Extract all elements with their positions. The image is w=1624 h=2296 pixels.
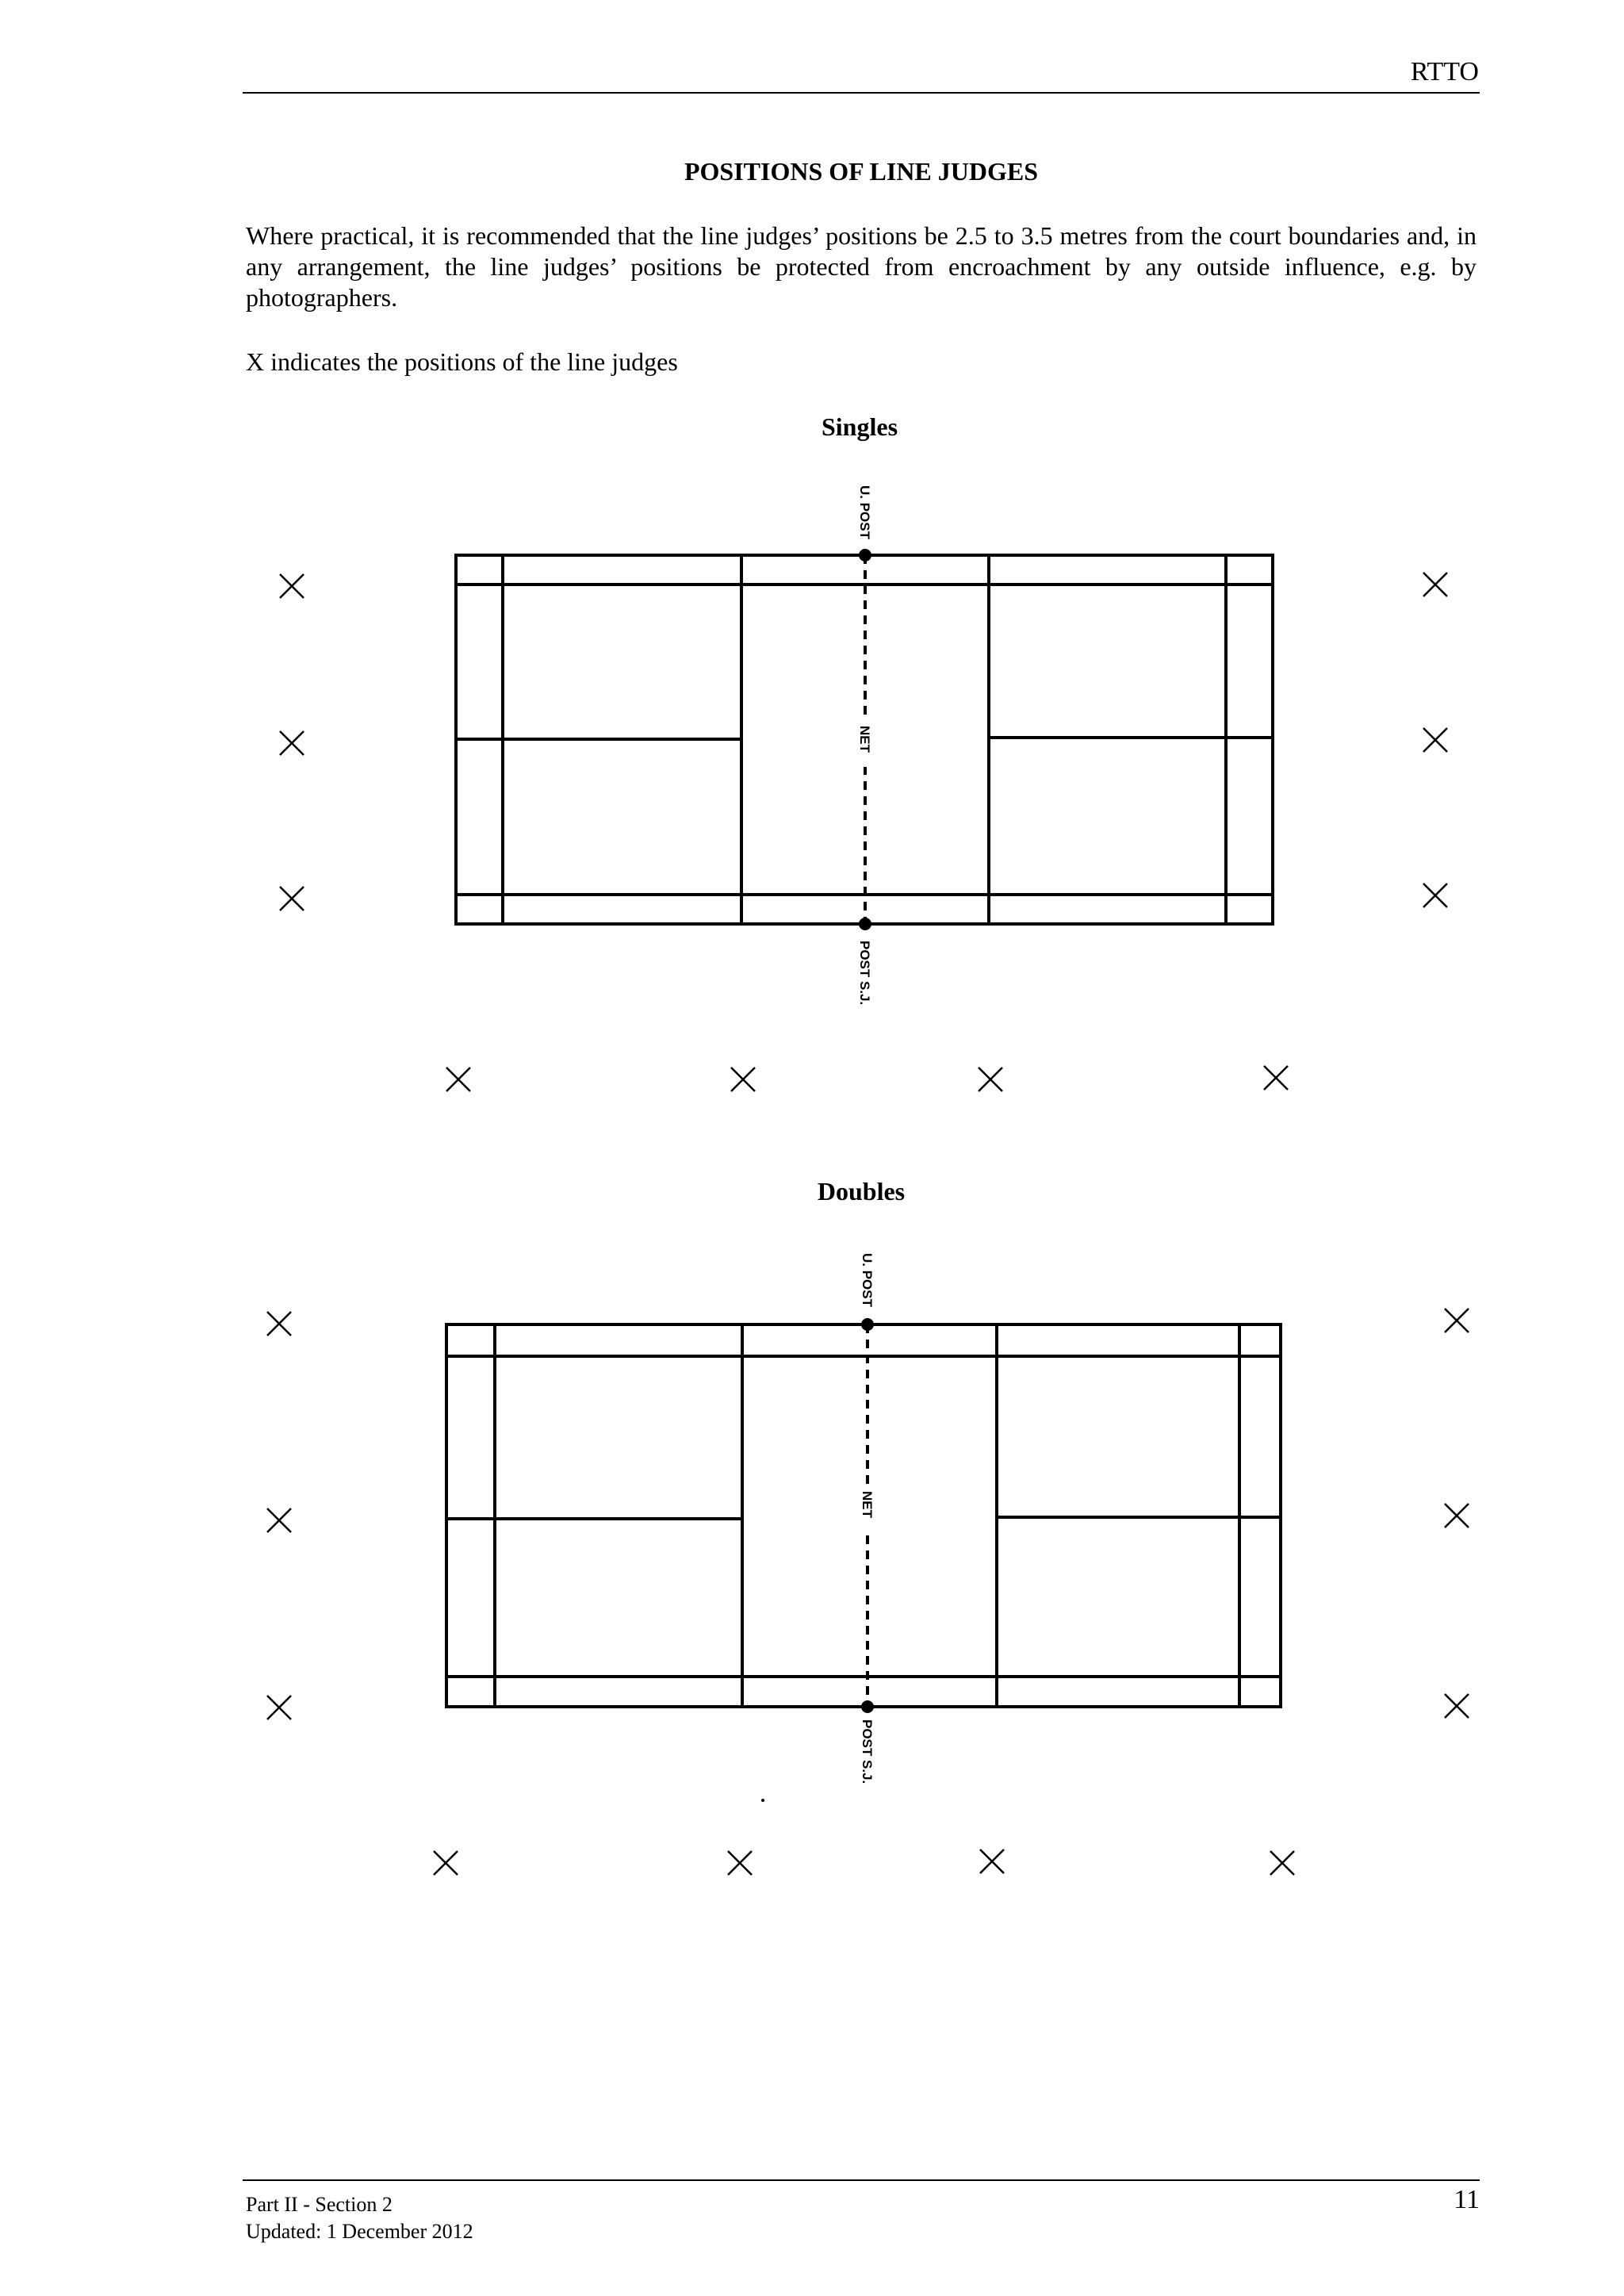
doubles-court-diagram [0,1237,1624,1911]
line-judge-marker [1423,573,1447,596]
line-judge-marker [1423,728,1447,752]
intro-paragraph: Where practical, it is recommended that the line judges’ positions be 2.5 to 3.5 metres from the court boundaries and, in any arrangement, the line judges’ positions be protected from encroachment by any outside influence, e.g. by photographers. [246,221,1477,312]
header-org: RTTO [1410,57,1479,86]
doubles-net-label: NET [860,1491,875,1518]
line-judge-marker [980,1849,1004,1873]
footer-info [246,2191,473,2245]
line-judge-marker [1270,1851,1294,1875]
line-judge-marker [267,1696,291,1719]
line-judge-marker [280,731,304,755]
scan-speck [761,1799,764,1802]
header-rule [243,92,1480,94]
line-judge-marker [1445,1694,1469,1718]
line-judge-marker [1264,1066,1288,1090]
line-judge-marker [1445,1309,1469,1332]
line-judge-marker [1445,1504,1469,1527]
footer-updated: Updated: 1 December 2012 [246,2220,473,2243]
line-judge-marker [728,1851,752,1875]
line-judge-marker [434,1851,458,1875]
footer-section: Part II - Section 2 [246,2193,393,2216]
singles-heading: Singles [821,412,898,441]
line-judge-marker [267,1312,291,1336]
singles-net-label: NET [857,726,872,753]
singles-court-diagram [0,476,1624,1110]
singles-bottom-post-label: POST S.J. [857,941,872,1006]
line-judge-marker [979,1068,1002,1091]
footer-rule [243,2179,1480,2181]
singles-top-post [859,549,871,562]
doubles-bottom-post [861,1700,874,1713]
legend-note: X indicates the positions of the line judges [246,347,678,376]
page-title: POSITIONS OF LINE JUDGES [684,157,1039,186]
line-judge-marker [280,574,304,598]
doubles-heading: Doubles [817,1177,906,1205]
doubles-top-post-label: U. POST [860,1253,875,1308]
singles-top-post-label: U. POST [857,485,872,540]
line-judge-marker [280,887,304,910]
line-judge-marker [446,1068,470,1091]
singles-bottom-post [859,918,871,930]
line-judge-marker [267,1508,291,1532]
doubles-top-post [861,1318,874,1331]
doubles-bottom-post-label: POST S.J. [860,1719,875,1784]
page-number: 11 [1454,2185,1480,2214]
line-judge-marker [1423,884,1447,907]
line-judge-marker [731,1068,755,1091]
